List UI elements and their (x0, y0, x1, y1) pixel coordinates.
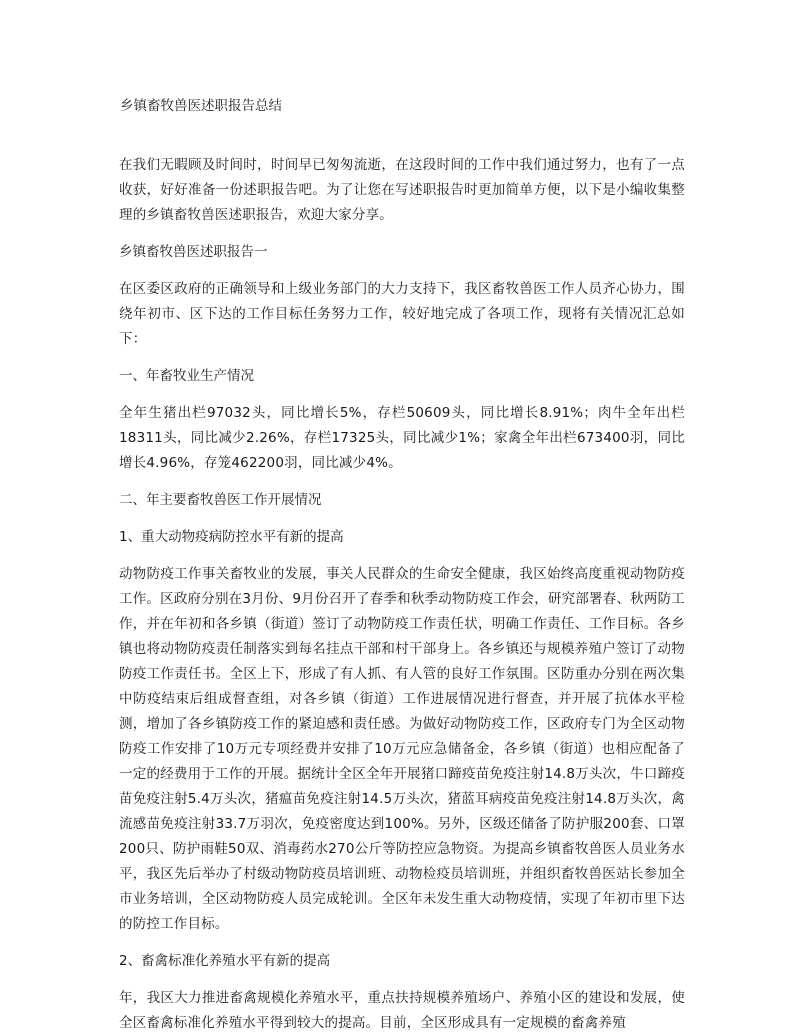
intro-paragraph: 在我们无暇顾及时间时，时间早已匆匆流逝，在这段时间的工作中我们通过努力，也有了一点收获，好好准备一份述职报告吧。为了让您在写述职报告时更加简单方便，以下是小编收集整理的乡镇畜牧兽医述职报告，欢迎大家分享。 (119, 157, 685, 223)
subsection1-paragraph: 动物防疫工作事关畜牧业的发展，事关人民群众的生命安全健康，我区始终高度重视动物防疫工作。区政府分别在3月份、9月份召开了春季和秋季动物防疫工作会，研究部署春、秋两防工作，并在年初和各乡镇（街道）签订了动物防疫工作责任状，明确工作责任、工作目标。各乡镇也将动物防疫责任制落实到每名挂点干部和村干部身上。各乡镇还与规模养殖户签订了动物防疫工作责任书。全区上下，形成了有人抓、有人管的良好工作氛围。区防重办分别在两次集中防疫结束后组成督查组，对各乡镇（街道）工作进展情况进行督查，并开展了抗体水平检测，增加了各乡镇防疫工作的紧迫感和责任感。为做好动物防疫工作，区政府专门为全区动物防疫工作安排了10万元专项经费并安排了10万元应急储备金，各乡镇（街道）也相应配备了一定的经费用于工作的开展。据统计全区全年开展猪口蹄疫苗免疫注射14.8万头次，牛口蹄疫苗免疫注射5.4万头次，猪瘟苗免疫注射14.5万头次，猪蓝耳病疫苗免疫注射14.8万头次，禽流感苗免疫注射33.7万羽次，免疫密度达到100%。另外，区级还储备了防护服200套、口罩200只、防护雨鞋50双、消毒药水270公斤等防控应急物资。为提高乡镇畜牧兽医人员业务水平，我区先后举办了村级动物防疫员培训班、动物检疫员培训班，并组织畜牧兽医站长参加全市业务培训，全区动物防疫人员完成轮训。全区年未发生重大动物疫情，实现了年初市里下达的防控工作目标。 (119, 566, 685, 932)
opening-paragraph: 在区委区政府的正确领导和上级业务部门的大力支持下，我区畜牧兽医工作人员齐心协力，围绕年初市、区下达的工作目标任务努力工作，较好地完成了各项工作，现将有关情况汇总如下： (119, 281, 685, 347)
document-body (119, 153, 685, 1035)
section2-heading: 二、年主要畜牧兽医工作开展情况 (119, 492, 322, 508)
document-title: 乡镇畜牧兽医述职报告总结 (120, 98, 282, 114)
section1-paragraph: 全年生猪出栏97032头，同比增长5%，存栏50609头，同比增长8.91%；肉牛全年出栏18311头，同比减少2.26%，存栏17325头，同比减少1%；家禽全年出栏673400羽，同比增长4.96%，存笼462200羽，同比减少4%。 (119, 405, 685, 471)
subsection2-paragraph: 年，我区大力推进畜禽规模化养殖水平，重点扶持规模养殖场户、养殖小区的建设和发展，使全区畜禽标准化养殖水平得到较大的提高。目前，全区形成具有一定规模的畜禽养殖 (119, 990, 685, 1031)
subsection1-heading: 1、重大动物疫病防控水平有新的提高 (119, 529, 344, 545)
subsection2-heading: 2、畜禽标准化养殖水平有新的提高 (119, 953, 331, 969)
section1-heading: 一、年畜牧业生产情况 (119, 368, 254, 384)
report-heading: 乡镇畜牧兽医述职报告一 (119, 244, 268, 260)
